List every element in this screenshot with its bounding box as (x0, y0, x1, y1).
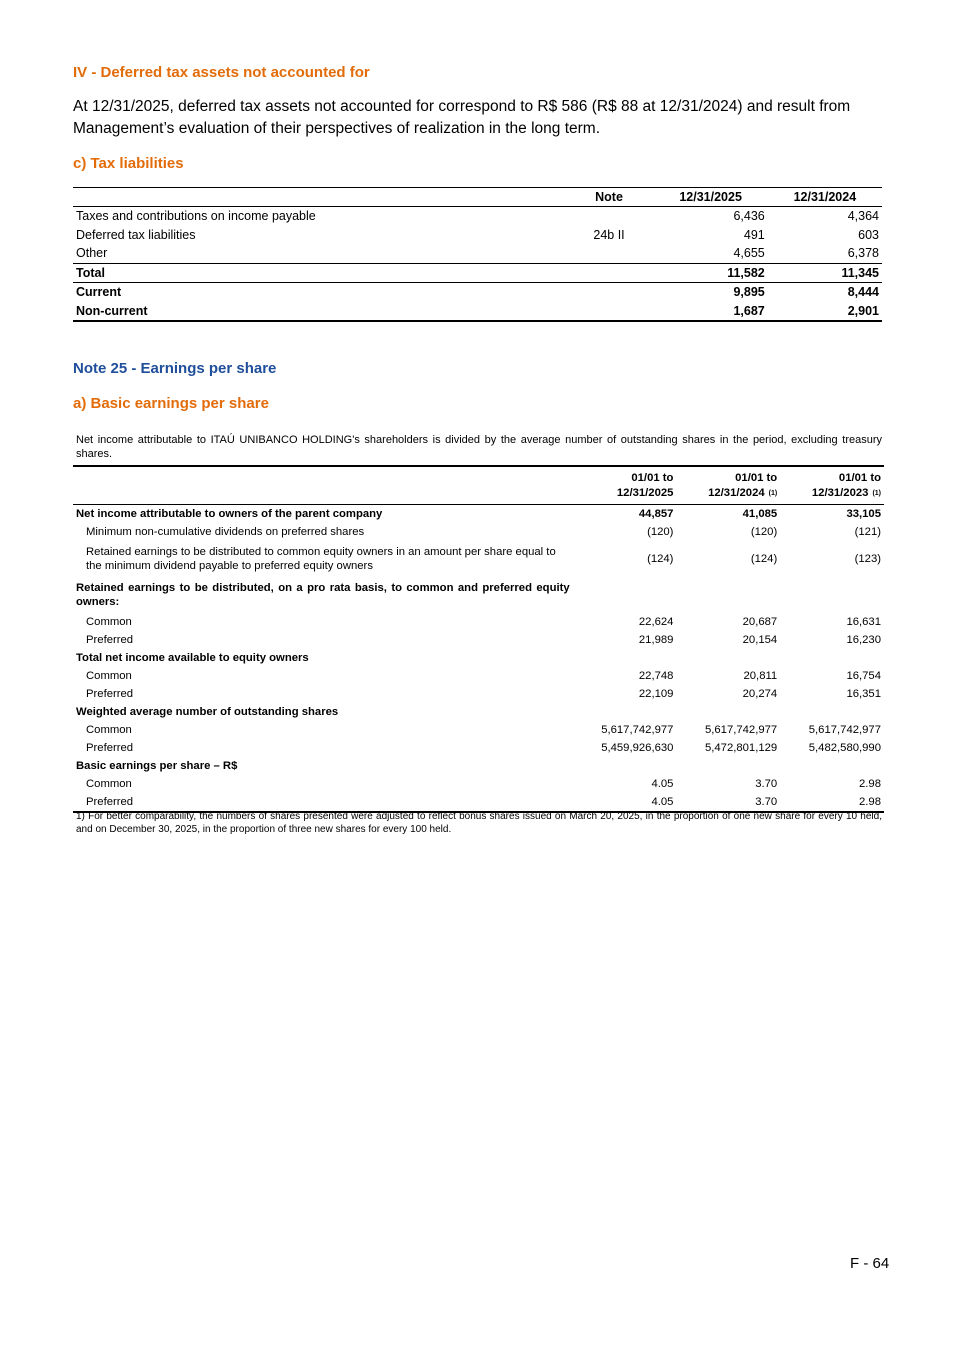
table-row-total (73, 263, 882, 283)
table-header-row (73, 466, 884, 505)
row-value: 16,351 (846, 688, 881, 700)
row-label: Common (86, 670, 132, 682)
row-label: Preferred (86, 688, 134, 700)
table-row (73, 685, 884, 703)
row-value: 5,472,801,129 (704, 742, 778, 754)
table-row (73, 739, 884, 757)
row-value: 20,274 (742, 688, 778, 700)
row-value: 22,624 (638, 616, 674, 628)
row-label: Common (86, 616, 132, 628)
column-header-line2: 12/31/2024 (708, 487, 765, 499)
row-value: 5,617,742,977 (704, 724, 778, 736)
table-row (73, 721, 884, 739)
row-value (573, 703, 677, 721)
row-label: Net income attributable to owners of the parent company (76, 508, 383, 520)
row-value: (121) (854, 526, 881, 538)
table-row (73, 523, 884, 541)
row-value: 5,459,926,630 (601, 742, 674, 754)
row-note (565, 207, 654, 226)
eps-intro-text: Net income attributable to ITAÚ UNIBANCO HOLDING's shareholders is divided by the average number of outstanding shares in the period, excluding treasury shares. (76, 434, 882, 460)
eps-footnote: 1) For better comparability, the numbers of shares presented were adjusted to reflect bonus shares issued on March 20, 2025, in the proportion of one new share for every 10 held, and on December 30, 2025, in the proportion of three new shares for every 100 held. (76, 811, 882, 835)
section-iv-heading: IV - Deferred tax assets not accounted for (73, 64, 370, 81)
row-label: Weighted average number of outstanding shares (76, 706, 339, 718)
row-value: 22,748 (638, 670, 674, 682)
table-row (73, 244, 882, 263)
row-label: Preferred (73, 793, 573, 812)
table-row (73, 541, 884, 577)
footnote-marker: (1) (872, 490, 881, 497)
row-value: 5,482,580,990 (808, 742, 881, 754)
table-header-row (73, 188, 882, 207)
row-value-2024: 2,901 (768, 302, 882, 322)
row-label: Preferred (86, 634, 134, 646)
row-value: 22,109 (638, 688, 674, 700)
row-value (676, 649, 780, 667)
row-value: 3.70 (755, 778, 778, 790)
row-value: 20,811 (743, 670, 778, 682)
table-row (73, 757, 884, 775)
table-row (73, 775, 884, 793)
tax-liabilities-heading: c) Tax liabilities (73, 155, 184, 172)
table-row (73, 613, 884, 631)
row-value (676, 703, 780, 721)
row-value: (123) (854, 553, 881, 565)
footnote-marker: (1) (768, 490, 778, 497)
row-value: 2.98 (859, 778, 881, 790)
row-value-2024: 4,364 (847, 209, 879, 224)
row-value-2024: 603 (858, 227, 879, 242)
row-value (780, 649, 884, 667)
row-label: Current (73, 283, 565, 302)
row-value: 20,154 (742, 634, 778, 646)
row-value: (120) (647, 526, 674, 538)
row-value: 4.05 (573, 793, 677, 812)
column-header (73, 188, 565, 207)
row-note: 24b II (593, 227, 625, 242)
row-value: 5,617,742,977 (601, 724, 674, 736)
row-value: 33,105 (846, 508, 881, 520)
row-label: Retained earnings to be distributed, on a pro rata basis, to common and preferred equity owners: (76, 582, 570, 608)
row-value-2025: 6,436 (733, 209, 765, 224)
row-value-2025: 4,655 (733, 246, 765, 261)
column-header-label (73, 466, 573, 505)
row-value (676, 757, 780, 775)
row-value: (124) (647, 553, 674, 565)
table-row (73, 667, 884, 685)
table-row (73, 505, 884, 524)
row-note (565, 302, 654, 322)
row-label: Basic earnings per share – R$ (76, 760, 238, 772)
row-label: Other (76, 246, 108, 261)
row-value: 41,085 (742, 508, 778, 520)
row-value: 20,687 (742, 616, 778, 628)
row-note (565, 283, 654, 302)
table-row (73, 703, 884, 721)
row-value-2024: 11,345 (768, 263, 882, 283)
table-row (73, 226, 882, 245)
row-value-2024: 8,444 (768, 283, 882, 302)
row-value-2025: 1,687 (654, 302, 768, 322)
table-row (73, 577, 884, 613)
tax-liabilities-table (73, 187, 882, 322)
row-label: Common (86, 778, 132, 790)
row-value: 44,857 (638, 508, 674, 520)
row-value (780, 577, 884, 613)
row-note (565, 263, 654, 283)
row-value (780, 703, 884, 721)
row-value: 4.05 (651, 778, 674, 790)
row-value: 16,631 (846, 616, 881, 628)
column-header-2024: 12/31/2024 (768, 188, 882, 207)
table-row (73, 649, 884, 667)
row-label: Common (86, 724, 132, 736)
table-row-non-current (73, 302, 882, 322)
earnings-per-share-table (73, 465, 884, 813)
row-value: (120) (750, 526, 778, 538)
row-value: 2.98 (780, 793, 884, 812)
row-value: (124) (750, 553, 778, 565)
table-row-current (73, 283, 882, 302)
table-row (73, 207, 882, 226)
section-iv-paragraph: At 12/31/2025, deferred tax assets not accounted for correspond to R$ 586 (R$ 88 at 12/31/2024) and result from Management’s evaluation of their perspectives of realization in the long term. (73, 98, 851, 137)
row-label: Preferred (86, 742, 134, 754)
row-value: 3.70 (676, 793, 780, 812)
row-label: Retained earnings to be distributed to common equity owners in an amount per share equal to the minimum dividend payable to preferred equity owners (86, 546, 556, 572)
column-header-note: Note (565, 188, 654, 207)
row-label: Minimum non-cumulative dividends on preferred shares (86, 526, 365, 538)
basic-eps-heading: a) Basic earnings per share (73, 395, 269, 412)
row-value (573, 649, 677, 667)
row-value: 21,989 (638, 634, 674, 646)
row-value (676, 577, 780, 613)
row-value-2025: 9,895 (654, 283, 768, 302)
row-value-2024: 6,378 (847, 246, 879, 261)
page-number: F - 64 (850, 1255, 890, 1272)
row-label: Taxes and contributions on income payable (76, 209, 316, 224)
row-value: 16,230 (846, 634, 881, 646)
row-value (573, 577, 677, 613)
row-label: Deferred tax liabilities (76, 227, 196, 242)
row-label: Total (73, 263, 565, 283)
row-label: Total net income available to equity owners (76, 652, 309, 664)
row-value (573, 757, 677, 775)
column-header-line2: 12/31/2025 (616, 487, 674, 499)
column-header-line1: 01/01 to (631, 472, 674, 484)
table-row (73, 631, 884, 649)
column-header-2023 (780, 466, 884, 505)
note-25-heading: Note 25 - Earnings per share (73, 360, 277, 377)
column-header-2025 (573, 466, 677, 505)
row-label: Non-current (73, 302, 565, 322)
row-value (780, 757, 884, 775)
column-header-line2: 12/31/2023 (811, 487, 869, 499)
row-note (565, 244, 654, 263)
row-value: 5,617,742,977 (808, 724, 881, 736)
column-header-line1: 01/01 to (838, 472, 881, 484)
row-value-2025: 491 (743, 227, 765, 242)
column-header-2025: 12/31/2025 (654, 188, 768, 207)
column-header-line1: 01/01 to (735, 472, 778, 484)
row-value: 16,754 (846, 670, 881, 682)
column-header-2024 (676, 466, 780, 505)
row-value-2025: 11,582 (654, 263, 768, 283)
